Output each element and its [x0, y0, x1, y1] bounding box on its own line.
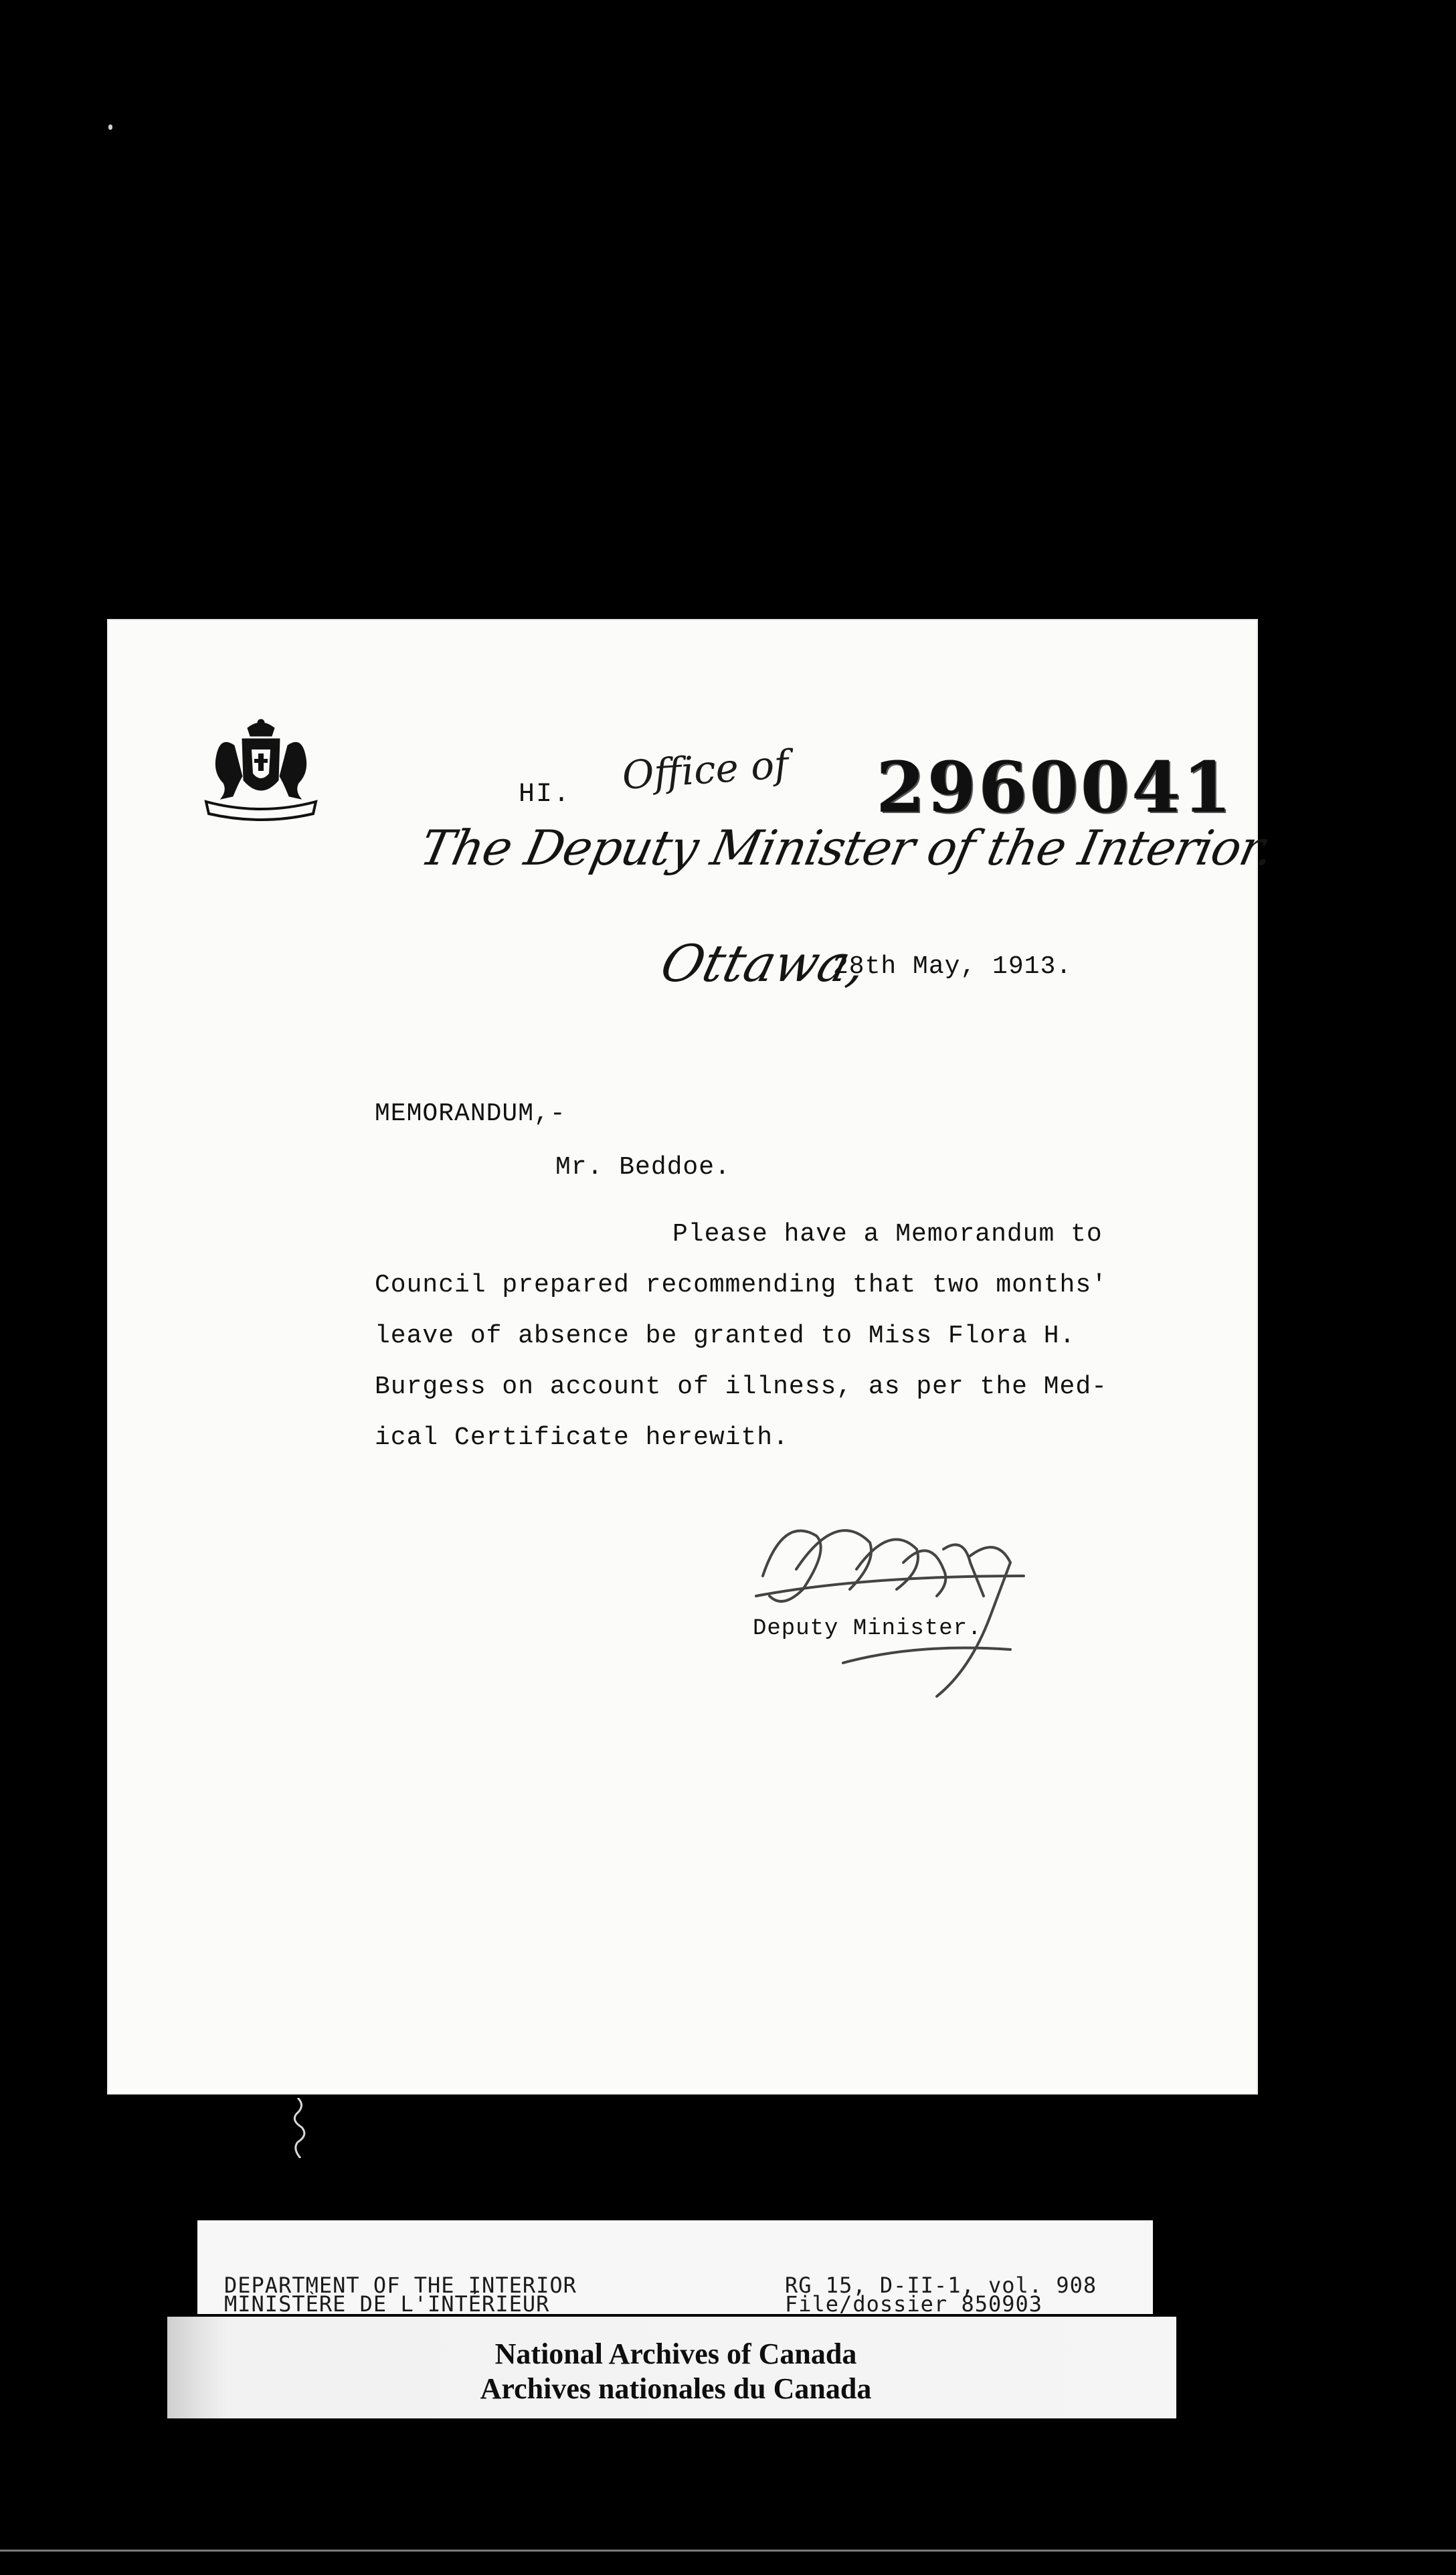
- royal-coat-of-arms-icon: [194, 716, 328, 823]
- memo-body: [375, 1209, 1107, 1463]
- memo-addressee: Mr. Beddoe.: [555, 1153, 731, 1182]
- department-label: [197, 2220, 1153, 2317]
- handwritten-signature-icon: [743, 1496, 1037, 1710]
- file-stamp-number: 2960041: [877, 746, 1235, 828]
- archives-name-en: National Archives of Canada: [494, 2337, 857, 2370]
- dateline-date: 28th May, 1913.: [833, 952, 1073, 981]
- department-name-en: DEPARTMENT OF THE INTERIOR: [224, 2273, 577, 2298]
- archives-label: [167, 2317, 1176, 2418]
- memorandum-letter: [107, 619, 1279, 2095]
- office-of-heading: Office of: [620, 741, 790, 798]
- scan-speck: [108, 124, 112, 130]
- record-group-reference: RG 15, D-II-1, vol. 908: [785, 2273, 1097, 2298]
- memo-body-line: leave of absence be granted to Miss Flora H.: [375, 1322, 1076, 1350]
- dateline-city: Ottawa,: [654, 934, 873, 993]
- reference-code: HI.: [519, 780, 571, 810]
- memo-body-line: ical Certificate herewith.: [375, 1423, 789, 1452]
- memo-body-line: Please have a Memorandum to: [672, 1220, 1103, 1249]
- scan-edge-line: [0, 2550, 1456, 2552]
- memo-body-line: Council prepared recommending that two months': [375, 1271, 1107, 1300]
- archives-name-fr: Archives nationales du Canada: [480, 2372, 872, 2405]
- memo-body-line: Burgess on account of illness, as per the Med-: [375, 1372, 1107, 1401]
- signatory-title: Deputy Minister.: [753, 1616, 982, 1641]
- memo-heading: MEMORANDUM,-: [375, 1099, 566, 1128]
- department-name-fr: MINISTÈRE DE L'INTÉRIEUR: [224, 2291, 550, 2317]
- scan-artifact-squiggle: [291, 2098, 311, 2158]
- office-title: The Deputy Minister of the Interior.: [416, 820, 1279, 876]
- file-number-reference: File/dossier 850903: [785, 2291, 1043, 2317]
